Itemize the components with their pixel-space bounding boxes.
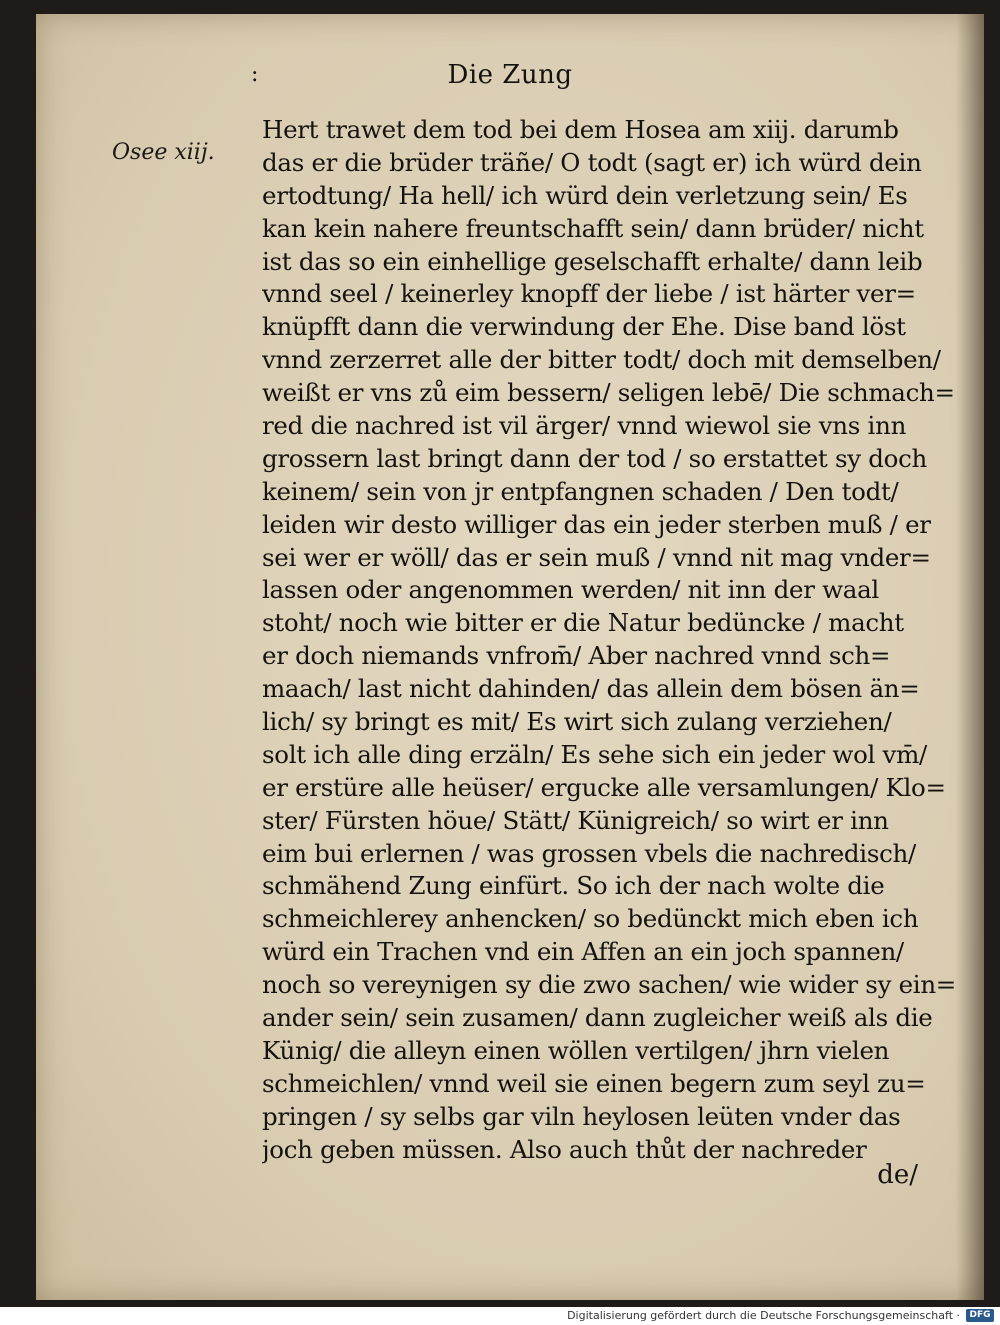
- text-line: eim bui erlernen / was grossen vbels die nachredisch/: [262, 838, 916, 868]
- text-line: ist das so ein einhellige geselschafft erhalte/ dann leib: [262, 246, 923, 276]
- text-line: knüpfft dann die verwindung der Ehe. Dise band löst: [262, 312, 906, 342]
- text-line: schmähend Zung einfürt. So ich der nach wolte die: [262, 871, 885, 901]
- text-line: lassen oder angenommen werden/ nit inn der waal: [262, 575, 879, 605]
- text-line: red die nachred ist vil ärger/ vnnd wiewol sie vns inn: [262, 411, 907, 441]
- funding-credit: Digitalisierung gefördert durch die Deutsche Forschungsgemeinschaft ·: [567, 1309, 960, 1322]
- text-line: er erstüre alle heüser/ ergucke alle versamlungen/ Klo=: [262, 772, 946, 802]
- text-line: ander sein/ sein zusamen/ dann zugleicher weiß als die: [262, 1003, 933, 1033]
- text-line: solt ich alle ding erzäln/ Es sehe sich ein jeder wol vm̄/: [262, 739, 927, 769]
- margin-note: Osee xiij.: [112, 140, 215, 165]
- text-line: kan kein nahere freuntschafft sein/ dann brüder/ nicht: [262, 213, 924, 243]
- catchword: de/: [877, 1160, 918, 1190]
- text-line: leiden wir desto williger das ein jeder sterben muß / er: [262, 509, 931, 539]
- footer-bar: [0, 1307, 1000, 1325]
- text-line: maach/ last nicht dahinden/ das allein dem bösen än=: [262, 674, 920, 704]
- text-line: pringen / sy selbs gar viln heylosen leüten vnder das: [262, 1101, 901, 1131]
- text-line: lich/ sy bringt es mit/ Es wirt sich zulang verziehen/: [262, 707, 892, 737]
- text-line: grossern last bringt dann der tod / so erstattet sy doch: [262, 443, 927, 473]
- text-line: noch so vereynigen sy die zwo sachen/ wie wider sy ein=: [262, 970, 957, 1000]
- text-line: ertodtung/ Ha hell/ ich würd dein verletzung sein/ Es: [262, 180, 908, 210]
- text-line: sei wer er wöll/ das er sein muß / vnnd nit mag vnder=: [262, 542, 931, 572]
- text-line: Hert trawet dem tod bei dem Hosea am xiij. darumb: [262, 115, 899, 144]
- text-line: joch geben müssen. Also auch thůt der nachreder: [262, 1134, 867, 1164]
- dfg-logo-icon: DFG: [966, 1309, 994, 1322]
- text-line: Künig/ die alleyn einen wöllen vertilgen/ jhrn vielen: [262, 1035, 890, 1065]
- text-block: [262, 114, 962, 1167]
- book-page: [36, 14, 984, 1300]
- text-line: ster/ Fürsten höue/ Stätt/ Künigreich/ so wirt er inn: [262, 805, 889, 835]
- text-line: stoht/ noch wie bitter er die Natur bedüncke / macht: [262, 608, 904, 638]
- text-line: würd ein Trachen vnd ein Affen an ein joch spannen/: [262, 937, 904, 967]
- text-line: keinem/ sein von jr entpfangnen schaden / Den todt/: [262, 476, 899, 506]
- text-line: er doch niemands vnfrom̄/ Aber nachred vnnd sch=: [262, 641, 891, 671]
- text-line: das er die brüder träñe/ O todt (sagt er) ich würd dein: [262, 147, 922, 177]
- text-line: schmeichlerey anhencken/ so bedünckt mich eben ich: [262, 904, 919, 934]
- text-line: vnnd zerzerret alle der bitter todt/ doch mit demselben/: [262, 345, 941, 375]
- text-line: schmeichlen/ vnnd weil sie einen begern zum seyl zu=: [262, 1068, 926, 1098]
- signature-mark: :: [251, 62, 259, 87]
- text-line: vnnd seel / keinerley knopff der liebe / ist härter ver=: [262, 279, 916, 309]
- running-head: Die Zung: [447, 60, 573, 90]
- text-line: weißt er vns zů eim bessern/ seligen lebē/ Die schmach=: [262, 378, 955, 408]
